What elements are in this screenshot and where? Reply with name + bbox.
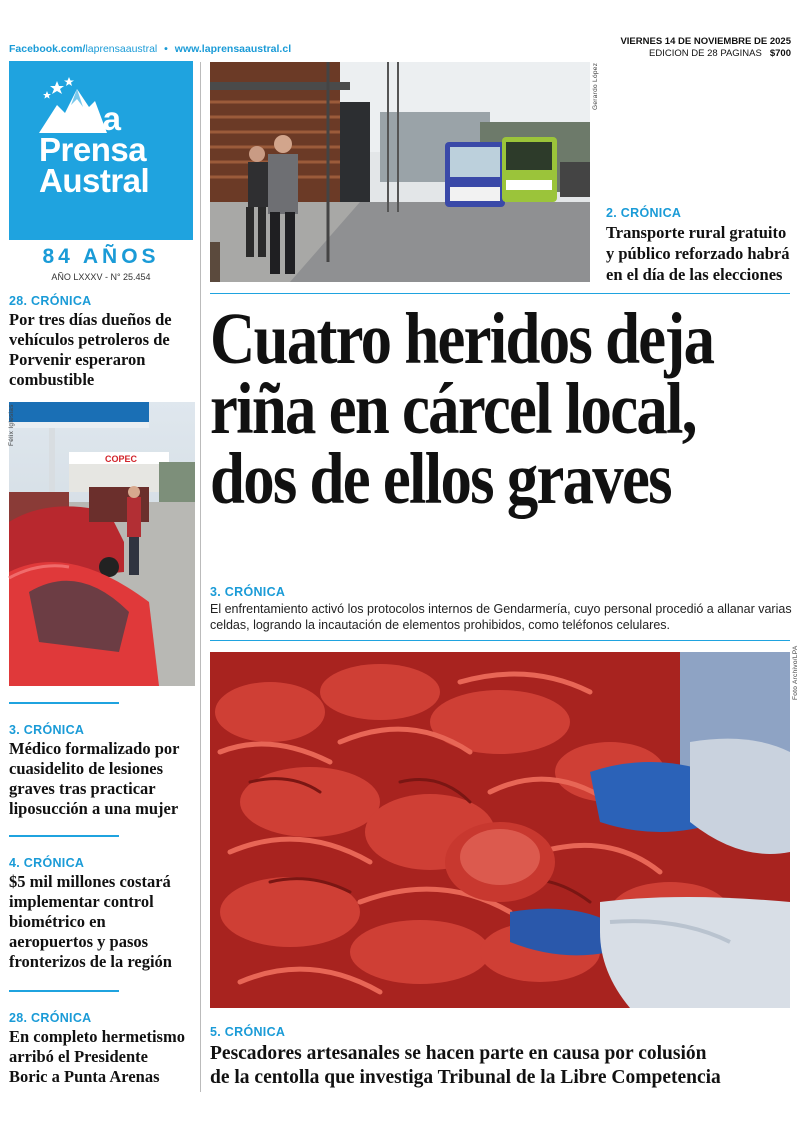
main-section-label: 3. CRÓNICA <box>210 585 286 599</box>
website-link[interactable]: www.laprensaaustral.cl <box>174 43 292 55</box>
story-headline[interactable]: Médico formalizado por cuasidelito de lesiones graves tras practicar liposucción a una mujer <box>9 739 180 818</box>
bus-street-image <box>210 62 590 282</box>
gas-station-photo <box>9 402 195 686</box>
column-divider <box>200 62 201 1092</box>
king-crab-photo <box>210 652 790 1008</box>
photo-credit-crab: Foto Archivo/LPA <box>792 645 799 700</box>
king-crab-image <box>210 652 790 1008</box>
sidebar-story-2[interactable] <box>9 723 195 819</box>
story-headline[interactable]: En completo hermetismo arribó el Presidente Boric a Punta Arenas <box>9 1027 185 1086</box>
copec-sign: COPEC <box>105 454 138 464</box>
masthead-logo[interactable] <box>9 61 193 240</box>
main-lead: El enfrentamiento activó los protocolos internos de Gendarmería, cuyo personal procedió a allanar varias celdas, logrando la incautación de elementos prohibidos, como teléfonos celulares. <box>210 602 792 632</box>
date-block <box>620 36 791 60</box>
photo-credit-top: Gerardo López <box>592 62 599 110</box>
section-label: 3. CRÓNICA <box>9 723 85 737</box>
sidebar-story-1[interactable] <box>9 294 195 390</box>
price: $700 <box>769 48 791 59</box>
social-links <box>9 43 291 55</box>
issue-date: VIERNES 14 DE NOVIEMBRE DE 2025 <box>620 36 791 47</box>
divider <box>210 640 790 641</box>
logo-wordmark: La Prensa Austral <box>39 100 150 199</box>
bottom-section-label: 5. CRÓNICA <box>210 1025 286 1039</box>
divider <box>9 835 119 837</box>
gas-station-image <box>9 402 195 686</box>
section-label: 2. CRÓNICA <box>606 206 682 220</box>
section-label: 4. CRÓNICA <box>9 856 85 870</box>
section-label: 28. CRÓNICA <box>9 294 92 308</box>
sidebar-story-3[interactable] <box>9 856 195 972</box>
bullet-separator: • <box>164 43 168 55</box>
section-label: 28. CRÓNICA <box>9 1011 92 1025</box>
anniversary-years: 84 AÑOS <box>42 245 160 268</box>
divider <box>9 990 119 992</box>
bus-street-photo <box>210 62 590 282</box>
story-headline[interactable]: $5 mil millones costará implementar control biométrico en aeropuertos y pasos fronterizos de la región <box>9 872 172 971</box>
bottom-headline[interactable]: Pescadores artesanales se hacen parte en causa por colusión de la centolla que investiga Tribunal de la Libre Competencia <box>210 1043 721 1088</box>
main-headline[interactable]: Cuatro heridos deja riña en cárcel local, dos de ellos graves <box>210 298 714 519</box>
story-headline[interactable]: Transporte rural gratuito y público reforzado habrá en el día de las elecciones <box>606 223 790 284</box>
top-story[interactable] <box>606 206 796 285</box>
divider <box>210 293 790 294</box>
photo-credit-sidebar: Félix Iglesias <box>8 404 15 446</box>
sidebar-story-4[interactable] <box>9 1011 195 1087</box>
facebook-link[interactable]: Facebook.com/laprensaaustral <box>9 43 158 55</box>
issue-number: AÑO LXXXV - N° 25.454 <box>51 272 151 282</box>
story-headline[interactable]: Por tres días dueños de vehículos petroleros de Porvenir esperaron combustible <box>9 310 172 389</box>
divider <box>9 702 119 704</box>
edition-info: EDICION DE 28 PAGINAS $700 <box>649 48 791 59</box>
